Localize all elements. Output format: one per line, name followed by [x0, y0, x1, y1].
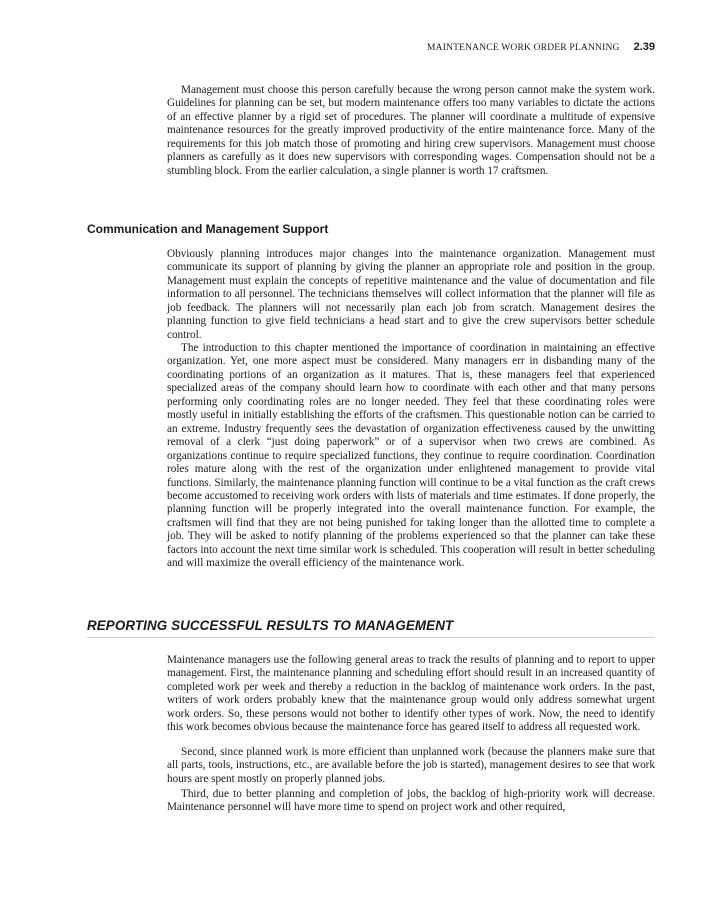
running-title: MAINTENANCE WORK ORDER PLANNING	[426, 43, 620, 53]
paragraph: Obviously planning introduces major changes into the maintenance organization. Management must communicate its support of planning by giving the planner an appropriate role and position in the group. Management must explain the concepts of repetitive maintenance and the value of documentation and file information to all personnel. The technicians themselves will collect information that the planner will file as job feedback. The planners will not necessarily plan each job from scratch. Management desires the planning function to give field technicians a head start and to give the crew supervisors better schedule control.	[167, 248, 655, 341]
heading-rule	[87, 637, 655, 638]
paragraph: Second, since planned work is more efficient than unplanned work (because the planners make sure that all parts, tools, instructions, etc., are available before the job is started), management desires to see that work hours are spent mostly on properly planned jobs.	[167, 746, 655, 785]
section-heading-communication: Communication and Management Support	[87, 222, 329, 236]
paragraph: Third, due to better planning and completion of jobs, the backlog of high-priority work will decrease. Maintenance personnel will have more time to spend on project work and other required,	[167, 788, 655, 814]
paragraph: Maintenance managers use the following general areas to track the results of planning and to report to upper management. First, the maintenance planning and scheduling effort should result in an increased quantity of completed work per week and thereby a reduction in the backlog of maintenance work orders. In the past, writers of work orders probably knew that the maintenance group would only address somewhat urgent work orders. So, these persons would not bother to identify other types of work. Now, the need to identify this work becomes obvious because the maintenance force has geared itself to address all requested work.	[167, 654, 655, 734]
page-number: 2.39	[633, 41, 655, 53]
paragraph: The introduction to this chapter mentioned the importance of coordination in maintaining an effective organization. Yet, one more aspect must be considered. Many managers err in disbanding many of the coordinating portions of an organization as it matures. That is, these managers feel that experienced specialized areas of the company should learn how to coordinate with each other and that many persons performing only coordinating roles are no longer needed. They feel that these coordinating roles were mostly useful in initially establishing the efforts of the craftsmen. This questionable notion can be carried to an extreme. Industry frequently sees the devastation of organization effectiveness caused by the unwitting removal of a clerk “just doing paperwork” or of a supervisor when two crews are combined. As organizations continue to require specialized functions, they continue to require coordination. Coordination roles mature along with the rest of the organization under enlightened management to provide vital functions. Similarly, the maintenance planning function will continue to be a vital function as the craft crews become accustomed to receiving work orders with lists of materials and time estimates. If done properly, the planning function will be properly integrated into the overall maintenance function. For example, the craftsmen will find that they are not being punished for taking longer than the allotted time to complete a job. They will be asked to notify planning of the problems experienced so that the planner can take these factors into account the next time similar work is scheduled. This cooperation will result in better scheduling and will maximize the overall efficiency of the maintenance work.	[167, 342, 655, 570]
running-head	[427, 41, 655, 53]
intro-paragraph: Management must choose this person carefully because the wrong person cannot make the system work. Guidelines for planning can be set, but modern maintenance offers too many variables to dictate the actions of an effective planner by a rigid set of procedures. The planner will coordinate a multitude of expensive maintenance resources for the greatly improved productivity of the entire maintenance force. Many of the requirements for this job match those of promoting and hiring crew supervisors. Management must choose planners as carefully as it does new supervisors with corresponding wages. Compensation should not be a stumbling block. From the earlier calculation, a single planner is worth 17 craftsmen.	[167, 84, 655, 177]
major-heading-reporting: REPORTING SUCCESSFUL RESULTS TO MANAGEMENT	[87, 618, 454, 633]
